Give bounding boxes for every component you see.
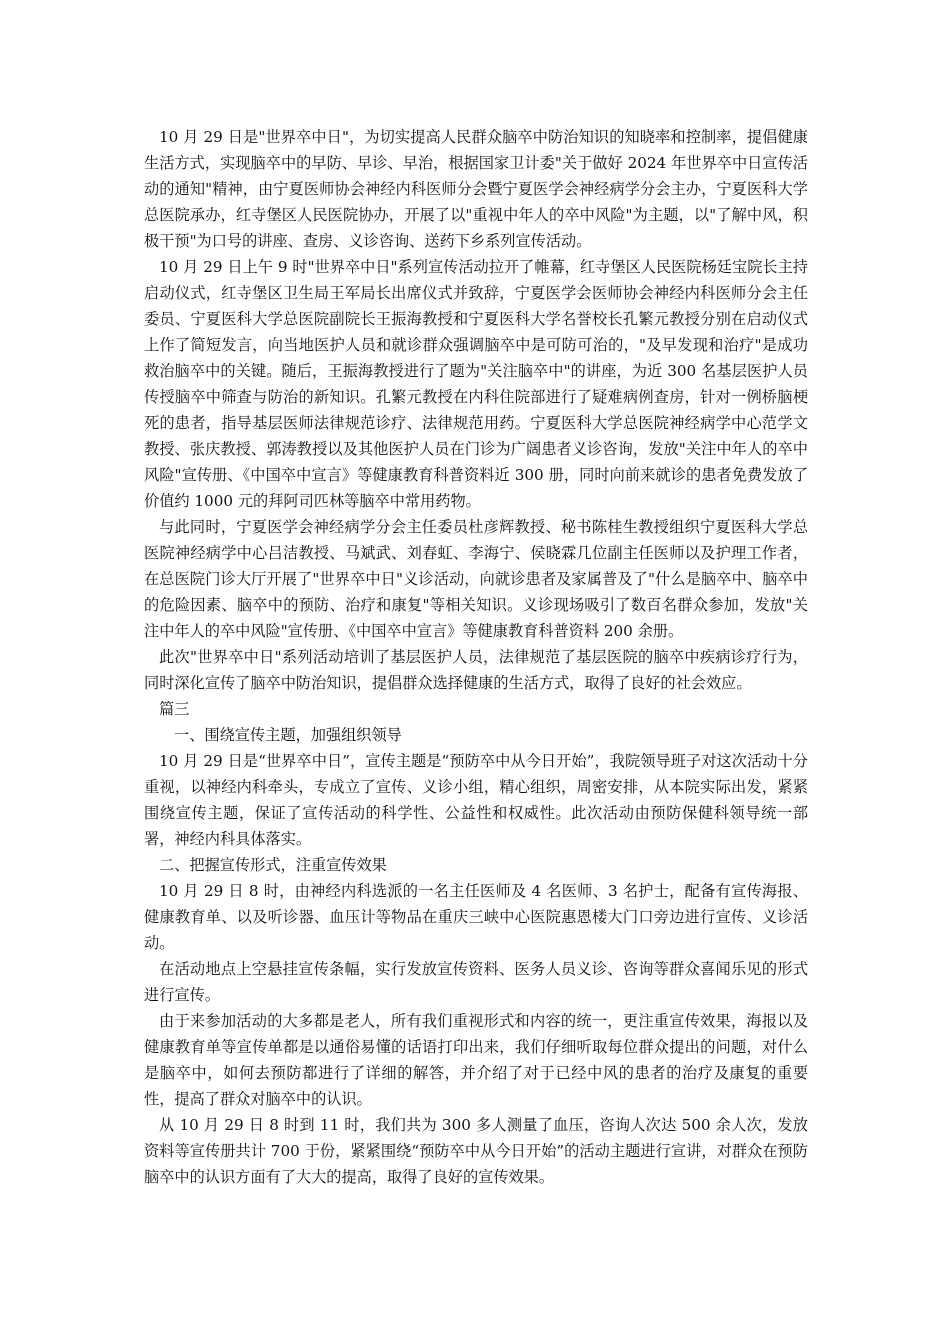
document-body [144, 124, 808, 1190]
paragraph-organization: 10 月 29 日是“世界卒中日”，宣传主题是“预防卒中从今日开始”，我院领导班子对这次活动十分重视，以神经内科牵头，专成立了宣传、义诊小组，精心组织，周密安排，从本院实际出发，紧紧围绕宣传主题，保证了宣传活动的科学性、公益性和权威性。此次活动由预防保健科领导统一部署，神经内科具体落实。 [144, 752, 808, 848]
paragraph-staffing: 10 月 29 日 8 时，由神经内科选派的一名主任医师及 4 名医师、3 名护士，配备有宣传海报、健康教育单、以及听诊器、血压计等物品在重庆三峡中心医院惠恩楼大门口旁边进行宣传、义诊活动。 [144, 882, 808, 952]
paragraph-summary: 此次"世界卒中日"系列活动培训了基层医护人员，法律规范了基层医院的脑卒中疾病诊疗行为，同时深化宣传了脑卒中防治知识，提倡群众选择健康的生活方式，取得了良好的社会效应。 [144, 648, 808, 692]
paragraph-results: 从 10 月 29 日 8 时到 11 时，我们共为 300 多人测量了血压，咨询人次达 500 余人次，发放资料等宣传册共计 700 于份，紧紧围绕“预防卒中从今日开始”的活动主题进行宣讲，对群众在预防脑卒中的认识方面有了大大的提高，取得了良好的宣传效果。 [144, 1116, 808, 1186]
subheading-organization: 一、围绕宣传主题，加强组织领导 [174, 726, 402, 744]
paragraph-simultaneous-clinic: 与此同时，宁夏医学会神经病学分会主任委员杜彦辉教授、秘书陈桂生教授组织宁夏医科大学总医院神经病学中心吕洁教授、马斌武、刘春虹、李海宁、侯晓霖几位副主任医师以及护理工作者，在总医院门诊大厅开展了"世界卒中日"义诊活动，向就诊患者及家属普及了"什么是脑卒中、脑卒中的危险因素、脑卒中的预防、治疗和康复"等相关知识。义诊现场吸引了数百名群众参加，发放"关注中年人的卒中风险"宣传册、《中国卒中宣言》等健康教育科普资料 200 余册。 [144, 518, 808, 640]
paragraph-audience: 由于来参加活动的大多都是老人，所有我们重视形式和内容的统一，更注重宣传效果，海报以及健康教育单等宣传单都是以通俗易懂的话语打印出来，我们仔细听取每位群众提出的问题，对什么是脑卒中，如何去预防都进行了详细的解答，并介绍了对于已经中风的患者的治疗及康复的重要性，提高了群众对脑卒中的认识。 [144, 1012, 808, 1108]
section-title: 篇三 [159, 700, 190, 718]
paragraph-event-launch: 10 月 29 日上午 9 时"世界卒中日"系列宣传活动拉开了帷幕，红寺堡区人民医院杨廷宝院长主持启动仪式，红寺堡区卫生局王军局长出席仪式并致辞，宁夏医学会医师协会神经内科医师分会主任委员、宁夏医科大学总医院副院长王振海教授和宁夏医科大学名誉校长孔繁元教授分别在启动仪式上作了简短发言，向当地医护人员和就诊群众强调脑卒中是可防可治的，"及早发现和治疗"是成功救治脑卒中的关键。随后，王振海教授进行了题为"关注脑卒中"的讲座，为近 300 名基层医护人员传授脑卒中筛查与防治的新知识。孔繁元教授在内科住院部进行了疑难病例查房，针对一例桥脑梗死的患者，指导基层医师法律规范诊疗、法律规范用药。宁夏医科大学总医院神经病学中心范学文教授、张庆教授、郭涛教授以及其他医护人员在门诊为广阔患者义诊咨询，发放"关注中年人的卒中风险"宣传册、《中国卒中宣言》等健康教育科普资料近 300 册，同时向前来就诊的患者免费发放了价值约 1000 元的拜阿司匹林等脑卒中常用药物。 [144, 258, 808, 510]
paragraph-banners: 在活动地点上空悬挂宣传条幅，实行发放宣传资料、医务人员义诊、咨询等群众喜闻乐见的形式进行宣传。 [144, 960, 808, 1004]
subheading-format: 二、把握宣传形式，注重宣传效果 [159, 856, 387, 874]
paragraph-intro: 10 月 29 日是"世界卒中日"，为切实提高人民群众脑卒中防治知识的知晓率和控制率，提倡健康生活方式，实现脑卒中的早防、早诊、早治，根据国家卫计委"关于做好 2024 年世界卒中日宣传活动的通知"精神，由宁夏医师协会神经内科医师分会暨宁夏医学会神经病学分会主办，宁夏医科大学总医院承办，红寺堡区人民医院协办，开展了以"重视中年人的卒中风险"为主题，以"了解中风，积极干预"为口号的讲座、查房、义诊咨询、送药下乡系列宣传活动。 [144, 128, 808, 250]
